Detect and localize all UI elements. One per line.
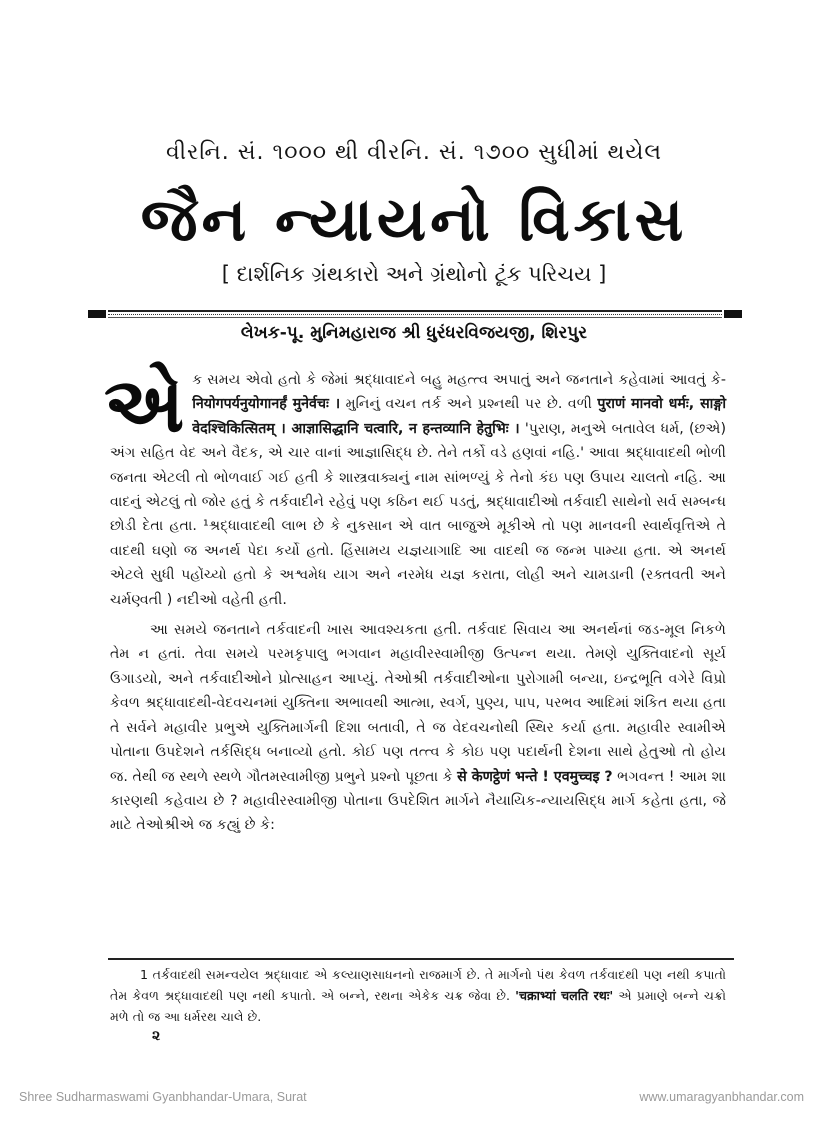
footer-source: Shree Sudharmaswami Gyanbhandar-Umara, Surat [19,1090,307,1104]
divider-endcap-left [88,310,106,318]
footer-website: www.umaragyanbhandar.com [639,1090,804,1104]
article-body [104,360,727,838]
text-segment: ક સમય એવો હતો કે જેમાં શ્રદ્ધાવાદને બહુ મહત્ત્વ અપાતું અને જનતાને કહેવામાં આવતું કે- [192,372,726,388]
prakrit-quote: से केणट्ठेणं भन्ते ! एवमुच्चइ ? [457,768,613,785]
text-segment: ભગવન્ત ! આમ શા કારણથી કહેવાય છે ? મહાવીરસ્વામીજી પોતાના ઉપદેશિત માર્ગને નૈયાયિક-ન્યાયસિદ્ધ માર્ગ કહેતા હતા, જે માટે તેઓશ્રીએ જ કહ્યું છે કે: [110,768,727,834]
footnote-text: 1 તર્કવાદથી સમન્વયેલ શ્રદ્ધાવાદ એ કલ્યાણસાધનનો રાજમાર્ગ છે. તે માર્ગનો પંથ કેવળ તર્કવાદથી પણ નથી કપાતો તેમ કેવળ શ્રદ્ધાવાદથી પણ નથી કપાતો. એ બન્ને, રથના એકેક ચક્ર જેવા છે. [110,967,726,1003]
text-segment: આ સમયે જનતાને તર્કવાદની ખાસ આવશ્યકતા હતી. તર્કવાદ સિવાય આ અનર્થનાં જડ-મૂલ નિકળે તેમ ન હતાં. તેવા સમયે પરમકૃપાલુ ભગવાન મહાવીરસ્વામીજી ઉત્પન્ન થયા. તેમણે યુક્તિવાદનો સૂર્ય ઉગાડયો, અને તર્કવાદીઓને પ્રોત્સાહન આપ્યું. તેઓશ્રી તર્કવાદીઓના પુરોગામી બન્યા, ઇન્દ્રભૂતિ વગેરે વિપ્રો કેવળ શ્રદ્ધાવાદથી-વેદવચનમાં યુક્તિના અભાવથી આત્મા, સ્વર્ગ, પુણ્ય, પાપ, પરભવ આદિમાં શંકિત થયા હતા તે સર્વને મહાવીર પ્રભુએ યુક્તિમાર્ગની દિશા બતાવી, તે જ વેદવચનોથી સ્થિર કર્યા હતા. મહાવીર સ્વામીએ પોતાના ઉપદેશને તર્કસિદ્ધ બનાવ્યો હતો. કોઈ પણ તત્ત્વ કે કોઇ પણ પદાર્થની દેશના સાથે હેતુઓ તો હોય જ. તેથી જ સ્થળે સ્થળે ગૌતમસ્વામીજી પ્રભુને પ્રશ્નો પૂછતા કે [110,622,726,785]
ornamental-divider [88,308,742,320]
paragraph-1 [104,360,727,612]
page-title: જૈન ન્યાયનો વિકાસ [140,185,688,255]
footnote [110,964,726,1027]
period-line: વીરનિ. સં. ૧૦૦૦ થી વીરનિ. સં. ૧૭૦૦ સુધીમાં થયેલ [165,140,663,165]
drop-cap: એ [104,360,185,449]
page-subtitle: [ દાર્શનિક ગ્રંથકારો અને ગ્રંથોનો ટૂંક પરિચય ] [221,262,607,286]
text-segment: 'પુરાણ, મનુએ બતાવેલ ધર્મ, (છએ) અંગ સહિત વેદ અને વૈદક, એ ચાર વાનાં આજ્ઞાસિદ્ધ છે. તેને તર્કો વડે હણવાં નહિ.' આવા શ્રદ્ધાવાદથી ભોળી જનતા એટલી તો ભોળવાઈ ગઈ હતી કે શાસ્ત્રવાક્યનું નામ સાંભળ્યું કે તેનો કંઇ પણ ઉપાય ચાલતો નહિ. આ વાદનું એટલું તો જોર હતું કે તર્કવાદીને રહેવું પણ કઠિન થઈ પડતું, શ્રદ્ધાવાદીઓ તર્કવાદી સાથેનો સર્વ સમ્બન્ધ છોડી દેતા હતા. ¹શ્રદ્ધાવાદથી લાભ છે કે નુકસાન એ વાત બાજુએ મૂકીએ તો પણ માનવની સ્વાર્થવૃત્તિએ તે વાદથી ઘણો જ અનર્થ પેદા કર્યો હતો. હિંસામય યજ્ઞયાગાદિ આ વાદથી જ જન્મ પામ્યા હતા. એ અનર્થ એટલે સુધી પહોંચ્યો હતો કે અશ્વમેધ યાગ અને નરમેધ યજ્ઞ કરાતા, લોહી અને ચામડાની (રક્તવતી અને ચર્મણ્વતી ) નદીઓ વહેતી હતી. [110,420,726,608]
author-line: લેખક-પૂ. મુનિમહારાજ શ્રી ધુરંધરવિજયજી, શિરપુર [240,323,588,343]
footnote-divider [108,958,734,960]
paragraph-2 [110,618,726,838]
footnote-text: એ પ્રમાણે બન્ને ચક્રો મળે તો જ આ ધર્મરથ ચાલે છે. [110,988,726,1024]
footnote-quote: 'चक्राभ्यां चलति रथः' [515,988,614,1003]
sanskrit-quote: नियोगपर्यनुयोगानर्हं मुनेर्वचः । [192,396,341,413]
divider-endcap-right [724,310,742,318]
page-number: ૨ [152,1028,161,1044]
text-segment: મુનિનું વચન તર્ક અને પ્રશ્નથી પર છે. વળી [340,396,598,413]
sanskrit-quote: पुराणं मानवो धर्मः, साङ्गो वेदश्चिकित्सितम् । आज्ञासिद्धानि चत्वारि, न हन्तव्यानि हेतुभिः । [192,396,727,437]
